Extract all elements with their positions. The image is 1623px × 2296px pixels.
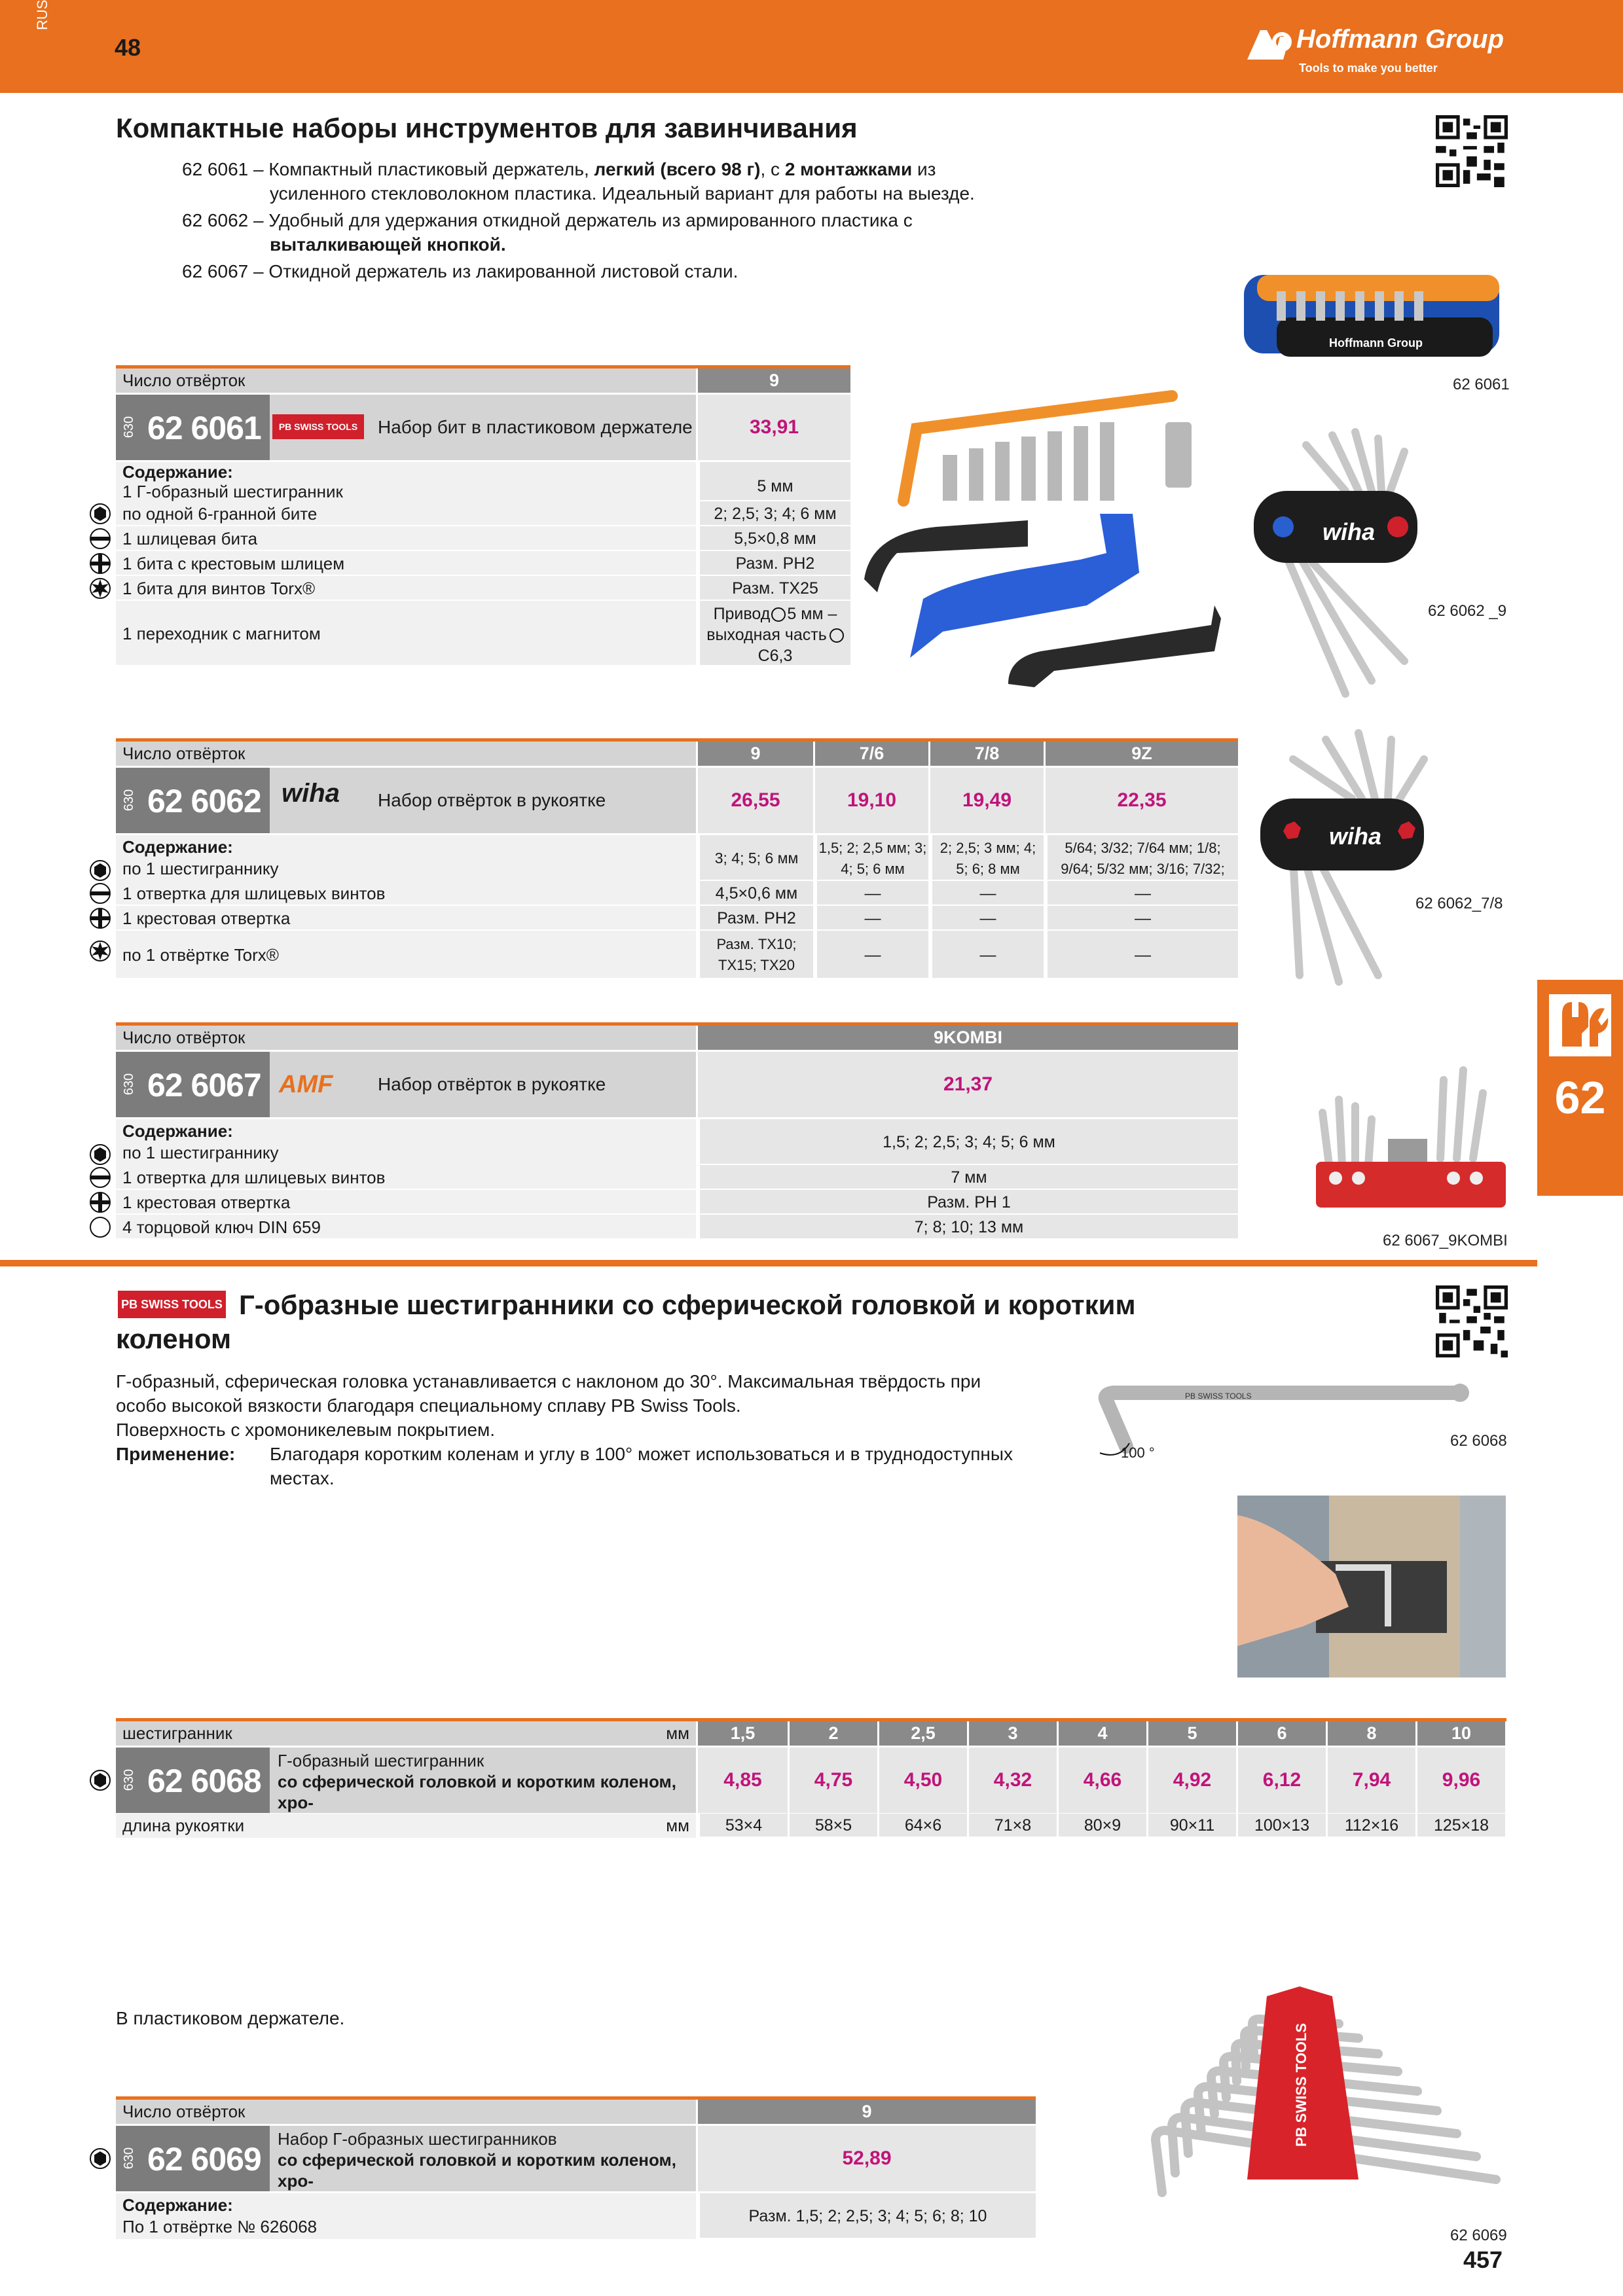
torx-icon: [89, 940, 111, 962]
row-label: По 1 отвёртке № 626068: [122, 2217, 318, 2236]
column-header: 9: [698, 742, 813, 766]
row-value: —: [930, 906, 1044, 931]
svg-text:PB SWISS TOOLS: PB SWISS TOOLS: [1185, 1391, 1252, 1401]
product-image-626061-holder: [1237, 262, 1506, 367]
column-header: 9KOMBI: [698, 1026, 1238, 1050]
row-label: 1 шлицевая бита: [116, 526, 696, 551]
length-value: 100×13: [1236, 1814, 1326, 1838]
product-desc-text: Набор бит в пластиковом держателе: [378, 417, 693, 437]
image-caption: 62 6068: [1450, 1432, 1507, 1450]
length-label-row: [116, 1814, 696, 1838]
sku-number[interactable]: 62 6061: [147, 410, 261, 446]
intro-text: из: [912, 159, 936, 179]
product-desc-text: Набор отвёрток в рукоятке: [378, 1074, 606, 1094]
value-part: Привод: [713, 605, 771, 623]
product-desc-text: Набор отвёрток в рукоятке: [378, 790, 606, 810]
qr-code-icon[interactable]: [1436, 1285, 1508, 1357]
column-header: 9Z: [1046, 742, 1238, 766]
sku-number[interactable]: 62 6067: [147, 1067, 261, 1103]
row-value: 5 мм: [698, 462, 850, 501]
product-desc: [270, 2126, 696, 2191]
price[interactable]: 6,12: [1238, 1748, 1326, 1813]
price[interactable]: 9,96: [1417, 1748, 1505, 1813]
row-label: 1 крестовая отвертка: [116, 1190, 696, 1215]
price[interactable]: 22,35: [1046, 768, 1238, 833]
intro-text: , с: [760, 159, 785, 179]
row-label: 1 бита для винтов Torx®: [116, 576, 696, 601]
length-value: 53×4: [698, 1814, 788, 1838]
length-value: 64×6: [877, 1814, 967, 1838]
chapter-number: 62: [1554, 1072, 1606, 1123]
sku-number[interactable]: 62 6062: [147, 783, 261, 819]
ring-icon: [89, 1216, 111, 1238]
product-image-626067: [1309, 1060, 1506, 1221]
slot-icon: [89, 882, 111, 905]
row-label: по 1 шестиграннику: [122, 1143, 279, 1162]
desc-line: Г-образный шестигранник: [278, 1751, 484, 1770]
row-value: —: [1046, 881, 1238, 906]
sku-prefix: 630: [122, 2147, 137, 2170]
column-header: 7/6: [815, 742, 928, 766]
row-label: по 1 шестиграннику: [122, 859, 279, 878]
brand-logo-amf: AMF: [279, 1071, 333, 1098]
application-text: местах.: [270, 1468, 335, 1488]
sku-prefix: 630: [122, 416, 137, 439]
length-value: 80×9: [1057, 1814, 1146, 1838]
section1-title: Компактные наборы инструментов для завинчивания: [116, 113, 858, 143]
row-value: Разм. TX25: [698, 576, 850, 601]
value-part: выходная часть: [706, 626, 827, 644]
value-part: C6,3: [757, 647, 793, 665]
hoffmann-logo: [1244, 24, 1519, 76]
unit-label: мм: [666, 1816, 689, 1835]
product-image-626062-78: [1254, 726, 1503, 988]
price[interactable]: 52,89: [698, 2126, 1036, 2191]
svg-text:wiha: wiha: [1329, 823, 1382, 850]
svg-text:PB SWISS TOOLS: PB SWISS TOOLS: [1293, 2022, 1309, 2147]
desc-line: Поверхность с хромоникелевым покрытием.: [116, 1420, 496, 1440]
row-value: —: [815, 881, 928, 906]
row-value: —: [1046, 906, 1238, 931]
row-value: —: [815, 906, 928, 931]
row-value: 7; 8; 10; 13 мм: [698, 1215, 1238, 1240]
desc-line: Г-образный, сферическая головка устанавливается с наклоном до 30°. Максимальная твёрдость при: [116, 1371, 981, 1391]
column-header: 2,5: [879, 1721, 967, 1746]
qr-code-icon[interactable]: [1436, 115, 1508, 187]
column-header: 4: [1059, 1721, 1146, 1746]
angle-label: 100 °: [1121, 1444, 1155, 1461]
slot-icon: [89, 1166, 111, 1189]
cross-icon: [89, 552, 111, 575]
svg-text:Hoffmann Group: Hoffmann Group: [1329, 336, 1423, 350]
cross-icon: [89, 907, 111, 929]
t4-cells-container: [116, 1842, 1506, 1849]
sku-prefix: 630: [122, 1073, 137, 1096]
row-value: 5/64; 3/32; 7/64 мм; 1/8; 9/64; 5/32 мм; 3/16; 7/32;: [1046, 835, 1238, 881]
column-header: 5: [1148, 1721, 1236, 1746]
unit-label: мм: [666, 1723, 689, 1743]
logo-tagline: Tools to make you better: [1299, 62, 1438, 75]
column-header: 10: [1417, 1721, 1505, 1746]
price[interactable]: 4,50: [879, 1748, 967, 1813]
price[interactable]: 4,32: [969, 1748, 1057, 1813]
hoffmann-logo-icon: [1244, 24, 1296, 63]
item-code: 62 6062 –: [182, 210, 264, 230]
price[interactable]: 19,10: [815, 768, 928, 833]
price[interactable]: 4,66: [1059, 1748, 1146, 1813]
product-desc: [270, 1748, 696, 1813]
section2-title-line2: коленом: [116, 1323, 232, 1354]
contents-block: [116, 1119, 696, 1165]
desc-line: со сферической головкой и коротким коленом, хро-: [278, 2150, 677, 2191]
hex-label-row: [116, 1721, 696, 1746]
row-value: 2; 2,5; 3 мм; 4; 5; 6; 8 мм: [930, 835, 1044, 881]
cross-icon: [89, 1191, 111, 1213]
product-image-626069: [1051, 1983, 1512, 2209]
image-caption: 62 6069: [1450, 2227, 1507, 2244]
logo-text: Hoffmann Group: [1296, 25, 1504, 54]
product-image-626061: [858, 383, 1224, 691]
row-value: 5,5×0,8 мм: [698, 526, 850, 551]
sku-prefix: 630: [122, 789, 137, 812]
intro-line: усиленного стекловолокном пластика. Идеальный вариант для работы на выезде.: [270, 183, 975, 204]
price[interactable]: 19,49: [930, 768, 1044, 833]
item-code: 62 6067 –: [182, 261, 264, 281]
page-number-right: 457: [1463, 2246, 1503, 2273]
image-caption: 62 6061: [1453, 376, 1510, 393]
product-image-626062-9: [1247, 425, 1503, 700]
section-divider: [0, 1260, 1537, 1266]
column-header: 1,5: [698, 1721, 788, 1746]
sku-number[interactable]: 62 6069: [147, 2141, 261, 2178]
row-value: 2; 2,5; 3; 4; 6 мм: [698, 501, 850, 526]
contents-label: Содержание:: [122, 2195, 233, 2215]
language-code: RUS: [34, 0, 50, 30]
intro-bold: 2 монтажками: [784, 159, 913, 179]
intro-line: выталкивающей кнопкой.: [270, 234, 506, 255]
product-image-626068: [1054, 1381, 1473, 1473]
column-header: 9: [698, 368, 850, 393]
price[interactable]: 4,92: [1148, 1748, 1236, 1813]
section3-text: В пластиковом держателе.: [116, 2008, 345, 2028]
contents-block: [116, 462, 696, 501]
image-caption: 62 6062_7/8: [1415, 895, 1503, 912]
row-value: Разм. TX10; TX15; TX20: [698, 931, 813, 979]
desc-line: со сферической головкой и коротким коленом, хро-: [278, 1772, 677, 1812]
row-value: 4,5×0,6 мм: [698, 881, 813, 906]
intro-text: Удобный для удержания откидной держатель из армированного пластика с: [268, 210, 913, 230]
price[interactable]: 33,91: [698, 395, 850, 460]
product-desc: [270, 1052, 696, 1117]
section1-intro: [182, 157, 1099, 283]
contents-label: Содержание:: [122, 837, 233, 857]
sku-box: [116, 768, 270, 833]
page-number-left: 48: [115, 34, 141, 61]
contents-label: Содержание:: [122, 462, 233, 482]
hex-icon: [89, 2147, 111, 2170]
column-header: 9: [698, 2100, 1036, 2124]
intro-bold: легкий (всего 98 г): [594, 159, 761, 179]
value-part: 5 мм –: [787, 605, 837, 623]
item-code: 62 6061 –: [182, 159, 264, 179]
row-label: 1 переходник с магнитом: [116, 601, 696, 666]
sku-box: [116, 1052, 270, 1117]
brand-badge-pb: PB SWISS TOOLS: [118, 1291, 226, 1318]
sku-number[interactable]: 62 6068: [147, 1763, 261, 1799]
desc-line: Набор Г-образных шестигранников: [278, 2129, 557, 2149]
column-header: 7/8: [930, 742, 1044, 766]
length-value: 125×18: [1415, 1814, 1505, 1838]
brand-logo-pb: PB SWISS TOOLS: [272, 414, 364, 439]
row-value: —: [1046, 931, 1238, 979]
count-label: Число отвёрток: [116, 368, 696, 393]
length-value: 71×8: [967, 1814, 1057, 1838]
intro-text: Компактный пластиковый держатель,: [268, 159, 594, 179]
slot-icon: [89, 528, 111, 550]
contents-block: [116, 835, 696, 881]
round-output-icon: [830, 628, 844, 643]
chapter-tab[interactable]: [1537, 980, 1623, 1196]
hex-icon: [89, 859, 111, 882]
row-label: по 1 отвёртке Torx®: [116, 931, 696, 979]
row-value: Разм. PH2: [698, 551, 850, 576]
hex-icon: [89, 1143, 111, 1166]
torx-icon: [89, 577, 111, 600]
price[interactable]: 7,94: [1328, 1748, 1415, 1813]
row-value: Разм. PH2: [698, 906, 813, 931]
length-value: 58×5: [788, 1814, 877, 1838]
price[interactable]: 4,75: [790, 1748, 877, 1813]
price[interactable]: 21,37: [698, 1052, 1238, 1117]
application-label: Применение:: [116, 1444, 236, 1464]
product-desc: [270, 395, 696, 460]
count-label: Число отвёрток: [116, 2100, 696, 2124]
row-value: —: [815, 931, 928, 979]
length-value: 112×16: [1326, 1814, 1415, 1838]
sku-box: [116, 2126, 270, 2191]
length-value: 90×11: [1146, 1814, 1236, 1838]
row-value: —: [930, 931, 1044, 979]
sku-prefix: 630: [122, 1768, 137, 1791]
column-header: 6: [1238, 1721, 1326, 1746]
price[interactable]: 4,85: [698, 1748, 788, 1813]
row-value: Разм. PH 1: [698, 1190, 1238, 1215]
row-value: 1,5; 2; 2,5; 3; 4; 5; 6 мм: [698, 1119, 1238, 1165]
row-value: 1,5; 2; 2,5 мм; 3; 4; 5; 6 мм: [815, 835, 928, 881]
row-value: —: [930, 881, 1044, 906]
application-text: Благодаря коротким коленам и углу в 100° может использоваться и в труднодоступных: [270, 1444, 1013, 1464]
hex-icon: [89, 1769, 111, 1791]
svg-text:wiha: wiha: [1322, 518, 1376, 545]
row-value-multiline: [698, 601, 850, 666]
section2-title-line1: Г-образные шестигранники со сферической головкой и коротким: [239, 1289, 1136, 1320]
column-header: 2: [790, 1721, 877, 1746]
product-desc: [270, 768, 696, 833]
row-label: 1 крестовая отвертка: [116, 906, 696, 931]
sku-box: [116, 1748, 270, 1813]
row-value: 7 мм: [698, 1165, 1238, 1190]
row-label: 1 отвертка для шлицевых винтов: [116, 1165, 696, 1190]
count-label: Число отвёрток: [116, 742, 696, 766]
row-label: шестигранник: [122, 1723, 232, 1743]
hex-icon: [89, 503, 111, 525]
round-drive-icon: [771, 607, 786, 622]
brand-logo-wiha: wiha: [282, 779, 340, 808]
count-label: Число отвёрток: [116, 1026, 696, 1050]
row-value: 3; 4; 5; 6 мм: [698, 835, 813, 881]
row-label: 1 Г-образный шестигранник: [122, 482, 343, 501]
row-value: Разм. 1,5; 2; 2,5; 3; 4; 5; 6; 8; 10: [698, 2193, 1036, 2239]
intro-text: Откидной держатель из лакированной листовой стали.: [268, 261, 739, 281]
row-label: длина рукоятки: [122, 1816, 245, 1835]
row-label: 4 торцовой ключ DIN 659: [116, 1215, 696, 1240]
price[interactable]: 26,55: [698, 768, 813, 833]
column-header: 3: [969, 1721, 1057, 1746]
row-label: 1 бита с крестовым шлицем: [116, 551, 696, 576]
contents-label: Содержание:: [122, 1121, 233, 1141]
image-caption: 62 6067_9KOMBI: [1383, 1232, 1508, 1249]
tools-icon: [1549, 994, 1611, 1056]
row-label: по одной 6-гранной бите: [116, 501, 696, 526]
desc-line: особо высокой вязкости благодаря специальному сплаву PB Swiss Tools.: [116, 1395, 741, 1416]
sku-box: [116, 395, 270, 460]
contents-block: [116, 2193, 696, 2239]
application-photo: [1237, 1496, 1506, 1677]
row-label: 1 отвертка для шлицевых винтов: [116, 881, 696, 906]
image-caption: 62 6062 _9: [1428, 602, 1507, 620]
column-header: 8: [1328, 1721, 1415, 1746]
section2-description: [116, 1369, 1065, 1490]
